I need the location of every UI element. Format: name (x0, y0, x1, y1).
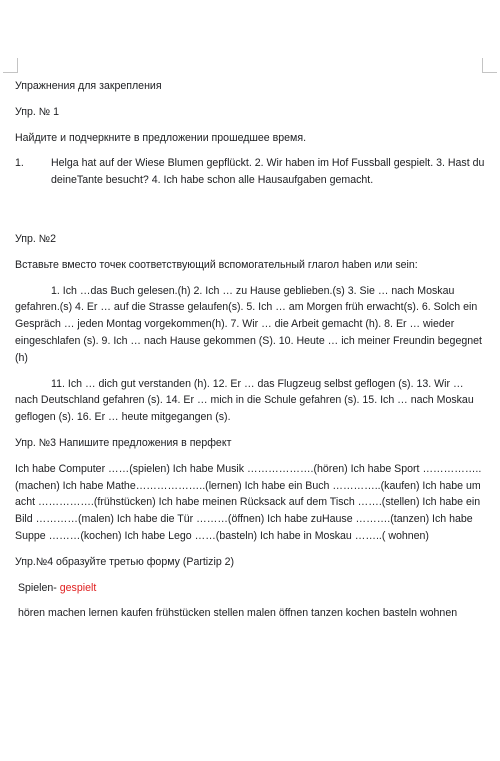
exercise-4-title: Упр.№4 образуйте третью форму (Partizip 2) (15, 555, 235, 568)
document-page (15, 78, 489, 622)
exercise-4-example-answer: gespielt (59, 581, 97, 594)
exercise-1-sentences: Helga hat auf der Wiese Blumen gepflückt. 2. Wir haben im Hof Fussball gespielt. 3. Hast du deineTante besucht? 4. Ich habe schon alle Hausaufgaben gemacht. (51, 157, 485, 187)
exercise-1-number: 1. (15, 157, 24, 170)
page-corner-mark-left (3, 58, 18, 73)
page-corner-mark-right (482, 58, 497, 73)
exercise-1-task: Найдите и подчеркните в предложении прошедшее время. (15, 131, 307, 144)
exercise-2-paragraph-1: 1. Ich …das Buch gelesen.(h) 2. Ich … zu Hause geblieben.(s) 3. Sie … nach Moskau gefahren.(s) 4. Er … auf die Strasse gelaufen(s). 5. Ich … am Morgen früh erwacht(s). 6. Solch ein Gespräch … jeden Montag vorgekommen(h). 7. Wir … die Arbeit gemacht (h). 8. Er … wieder eingeschlafen (s). 9. Ich … nach Hause gekommen (S). 10. Heute … ich meiner Freundin begegnet (h) (15, 284, 482, 364)
exercise-2-title: Упр. №2 (15, 232, 57, 245)
exercise-4-example (15, 580, 489, 597)
exercise-1-item (15, 155, 489, 189)
exercise-2-paragraph-2: 11. Ich … dich gut verstanden (h). 12. Er … das Flugzeug selbst geflogen (s). 13. Wir … nach Deutschland gefahren (s). 14. Er … mich in die Schule gefahren (s). 15. Ich … nach Moskau geflogen (s). 16. Er … heute mitgegangen (s). (15, 377, 474, 424)
exercise-1-title: Упр. № 1 (15, 105, 59, 118)
exercise-3-text: Ich habe Computer ……(spielen) Ich habe Musik ……………….(hören) Ich habe Sport ……………..(machen) Ich habe Mathe………………..(lernen) Ich habe ein Buch …………..(kaufen) Ich habe um acht …………….(frühstücken) Ich habe meinen Rücksack auf dem Tisch …….(stellen) Ich habe ein Bild …………(malen) Ich habe die Tür ………(öffnen) Ich habe zuHause ……….(tanzen) Ich habe Suppe ………(kochen) Ich habe Lego ……(basteln) Ich habe in Moskau ……..( wohnen) (15, 462, 482, 542)
exercise-4-word-list: hören machen lernen kaufen frühstücken stellen malen öffnen tanzen kochen basteln wohnen (15, 607, 458, 620)
exercise-2-task: Вставьте вместо точек соответствующий вспомогательный глагол haben или sein: (15, 258, 418, 271)
exercise-3-title: Упр. №3 Напишите предложения в перфект (15, 436, 232, 449)
exercise-4-example-word: Spielen- (15, 581, 60, 594)
document-heading: Упражнения для закрепления (15, 80, 162, 92)
